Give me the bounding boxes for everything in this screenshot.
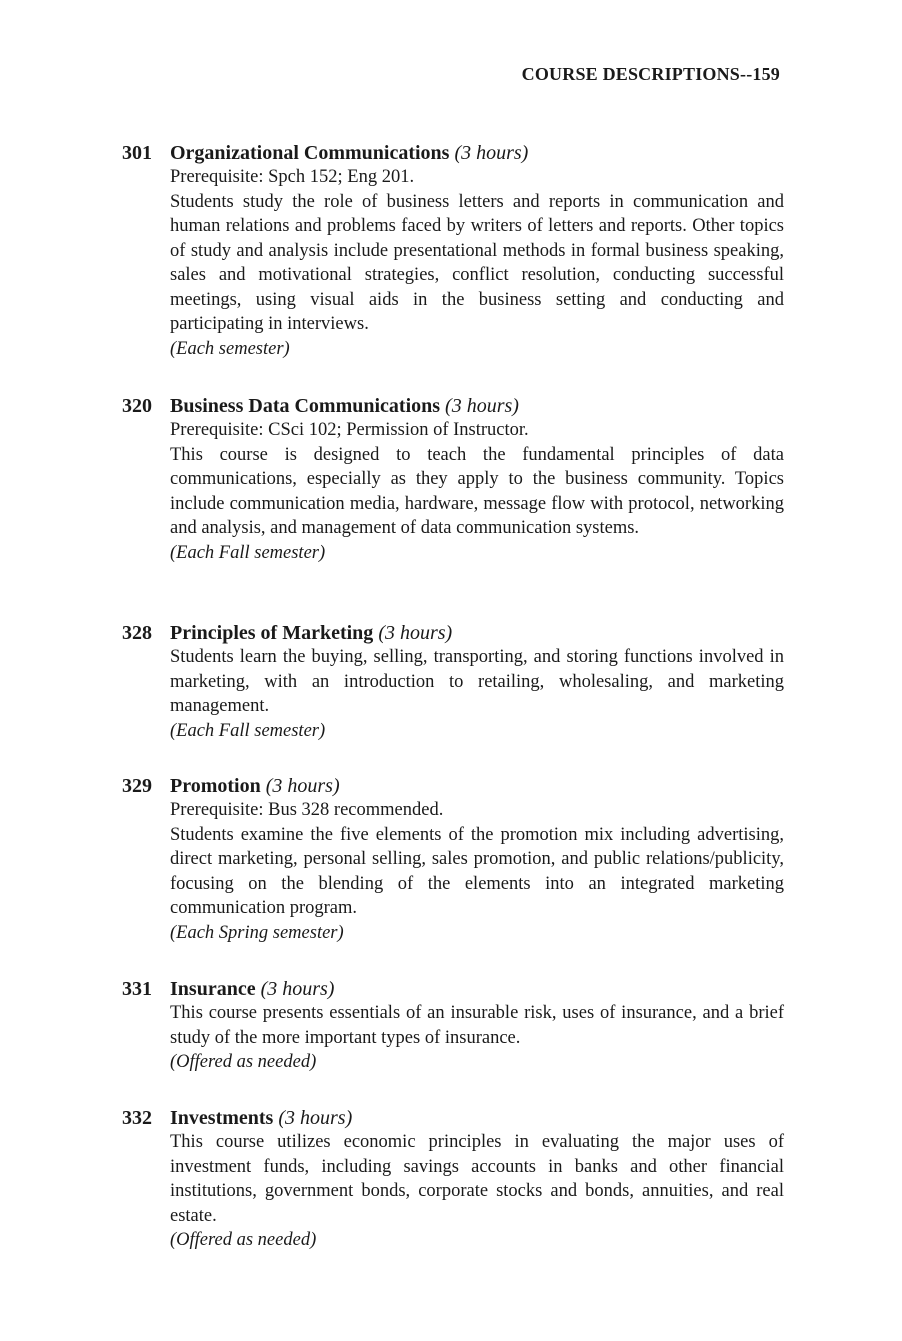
course-number: 332 [122, 1107, 152, 1129]
course-hours: (3 hours) [378, 622, 453, 644]
course-entry-332 [122, 1106, 784, 1253]
course-description: Students study the role of business letters and reports in communication and human relations and problems faced by writers of letters and reports. Other topics of study and analysis include presentational methods in formal business speaking, sales and motivational strategies, conflict resolution, conducting successful meetings, using visual aids in the business setting and conducting and participating in interviews. [170, 191, 784, 334]
course-body [170, 1001, 784, 1075]
course-heading [122, 977, 784, 1001]
course-entry-331 [122, 977, 784, 1075]
course-number: 328 [122, 622, 152, 644]
running-head: COURSE DESCRIPTIONS--159 [521, 64, 780, 84]
course-heading [122, 141, 784, 165]
course-body [170, 165, 784, 361]
course-body [170, 418, 784, 565]
course-title: Investments [170, 1107, 274, 1129]
course-hours: (3 hours) [445, 395, 519, 417]
course-description: This course is designed to teach the fundamental principles of data communications, especially as they apply to the business community. Topics include communication media, hardware, message flow with protocol, networking and analysis, and management of data communication systems. [170, 444, 784, 538]
course-body [170, 645, 784, 743]
course-offered: (Each Spring semester) [170, 922, 344, 943]
course-title: Principles of Marketing [170, 622, 374, 644]
course-offered: (Each semester) [170, 338, 290, 359]
course-hours: (3 hours) [260, 978, 335, 1000]
course-entry-320 [122, 394, 784, 565]
course-entry-301 [122, 141, 784, 361]
course-offered: (Each Fall semester) [170, 720, 326, 741]
course-title: Business Data Communications [170, 395, 441, 417]
course-description: Students examine the five elements of the promotion mix including advertising, direct marketing, personal selling, sales promotion, and public relations/publicity, focusing on the blending of the elements into an integrated marketing communication program. [170, 824, 784, 918]
course-hours: (3 hours) [278, 1107, 353, 1129]
course-description: This course utilizes economic principles in evaluating the major uses of investment funds, including savings accounts in banks and other financial institutions, government bonds, corporate stocks and bonds, annuities, and real estate. [170, 1132, 784, 1226]
course-entry-328 [122, 621, 784, 743]
course-offered: (Offered as needed) [170, 1052, 317, 1072]
course-entry-329 [122, 774, 784, 945]
course-prerequisite: Prerequisite: Spch 152; Eng 201. [170, 167, 415, 187]
course-number: 301 [122, 142, 152, 164]
course-title: Insurance [170, 978, 256, 1000]
course-number: 329 [122, 775, 152, 797]
course-hours: (3 hours) [265, 775, 340, 797]
course-prerequisite: Prerequisite: Bus 328 recommended. [170, 800, 444, 820]
course-prerequisite: Prerequisite: CSci 102; Permission of Instructor. [170, 420, 529, 440]
course-hours: (3 hours) [454, 142, 529, 164]
course-heading [122, 774, 784, 798]
course-offered: (Each Fall semester) [170, 542, 326, 563]
course-body [170, 1130, 784, 1253]
course-number: 331 [122, 978, 152, 1000]
course-heading [122, 1106, 784, 1130]
course-title: Organizational Communications [170, 142, 450, 164]
course-title: Promotion [170, 775, 261, 797]
course-heading [122, 394, 784, 418]
course-body [170, 798, 784, 945]
course-heading [122, 621, 784, 645]
course-description: This course presents essentials of an insurable risk, uses of insurance, and a brief study of the more important types of insurance. [170, 1003, 784, 1048]
course-description: Students learn the buying, selling, transporting, and storing functions involved in marketing, with an introduction to retailing, wholesaling, and marketing management. [170, 647, 784, 716]
course-offered: (Offered as needed) [170, 1230, 317, 1250]
course-number: 320 [122, 395, 152, 417]
